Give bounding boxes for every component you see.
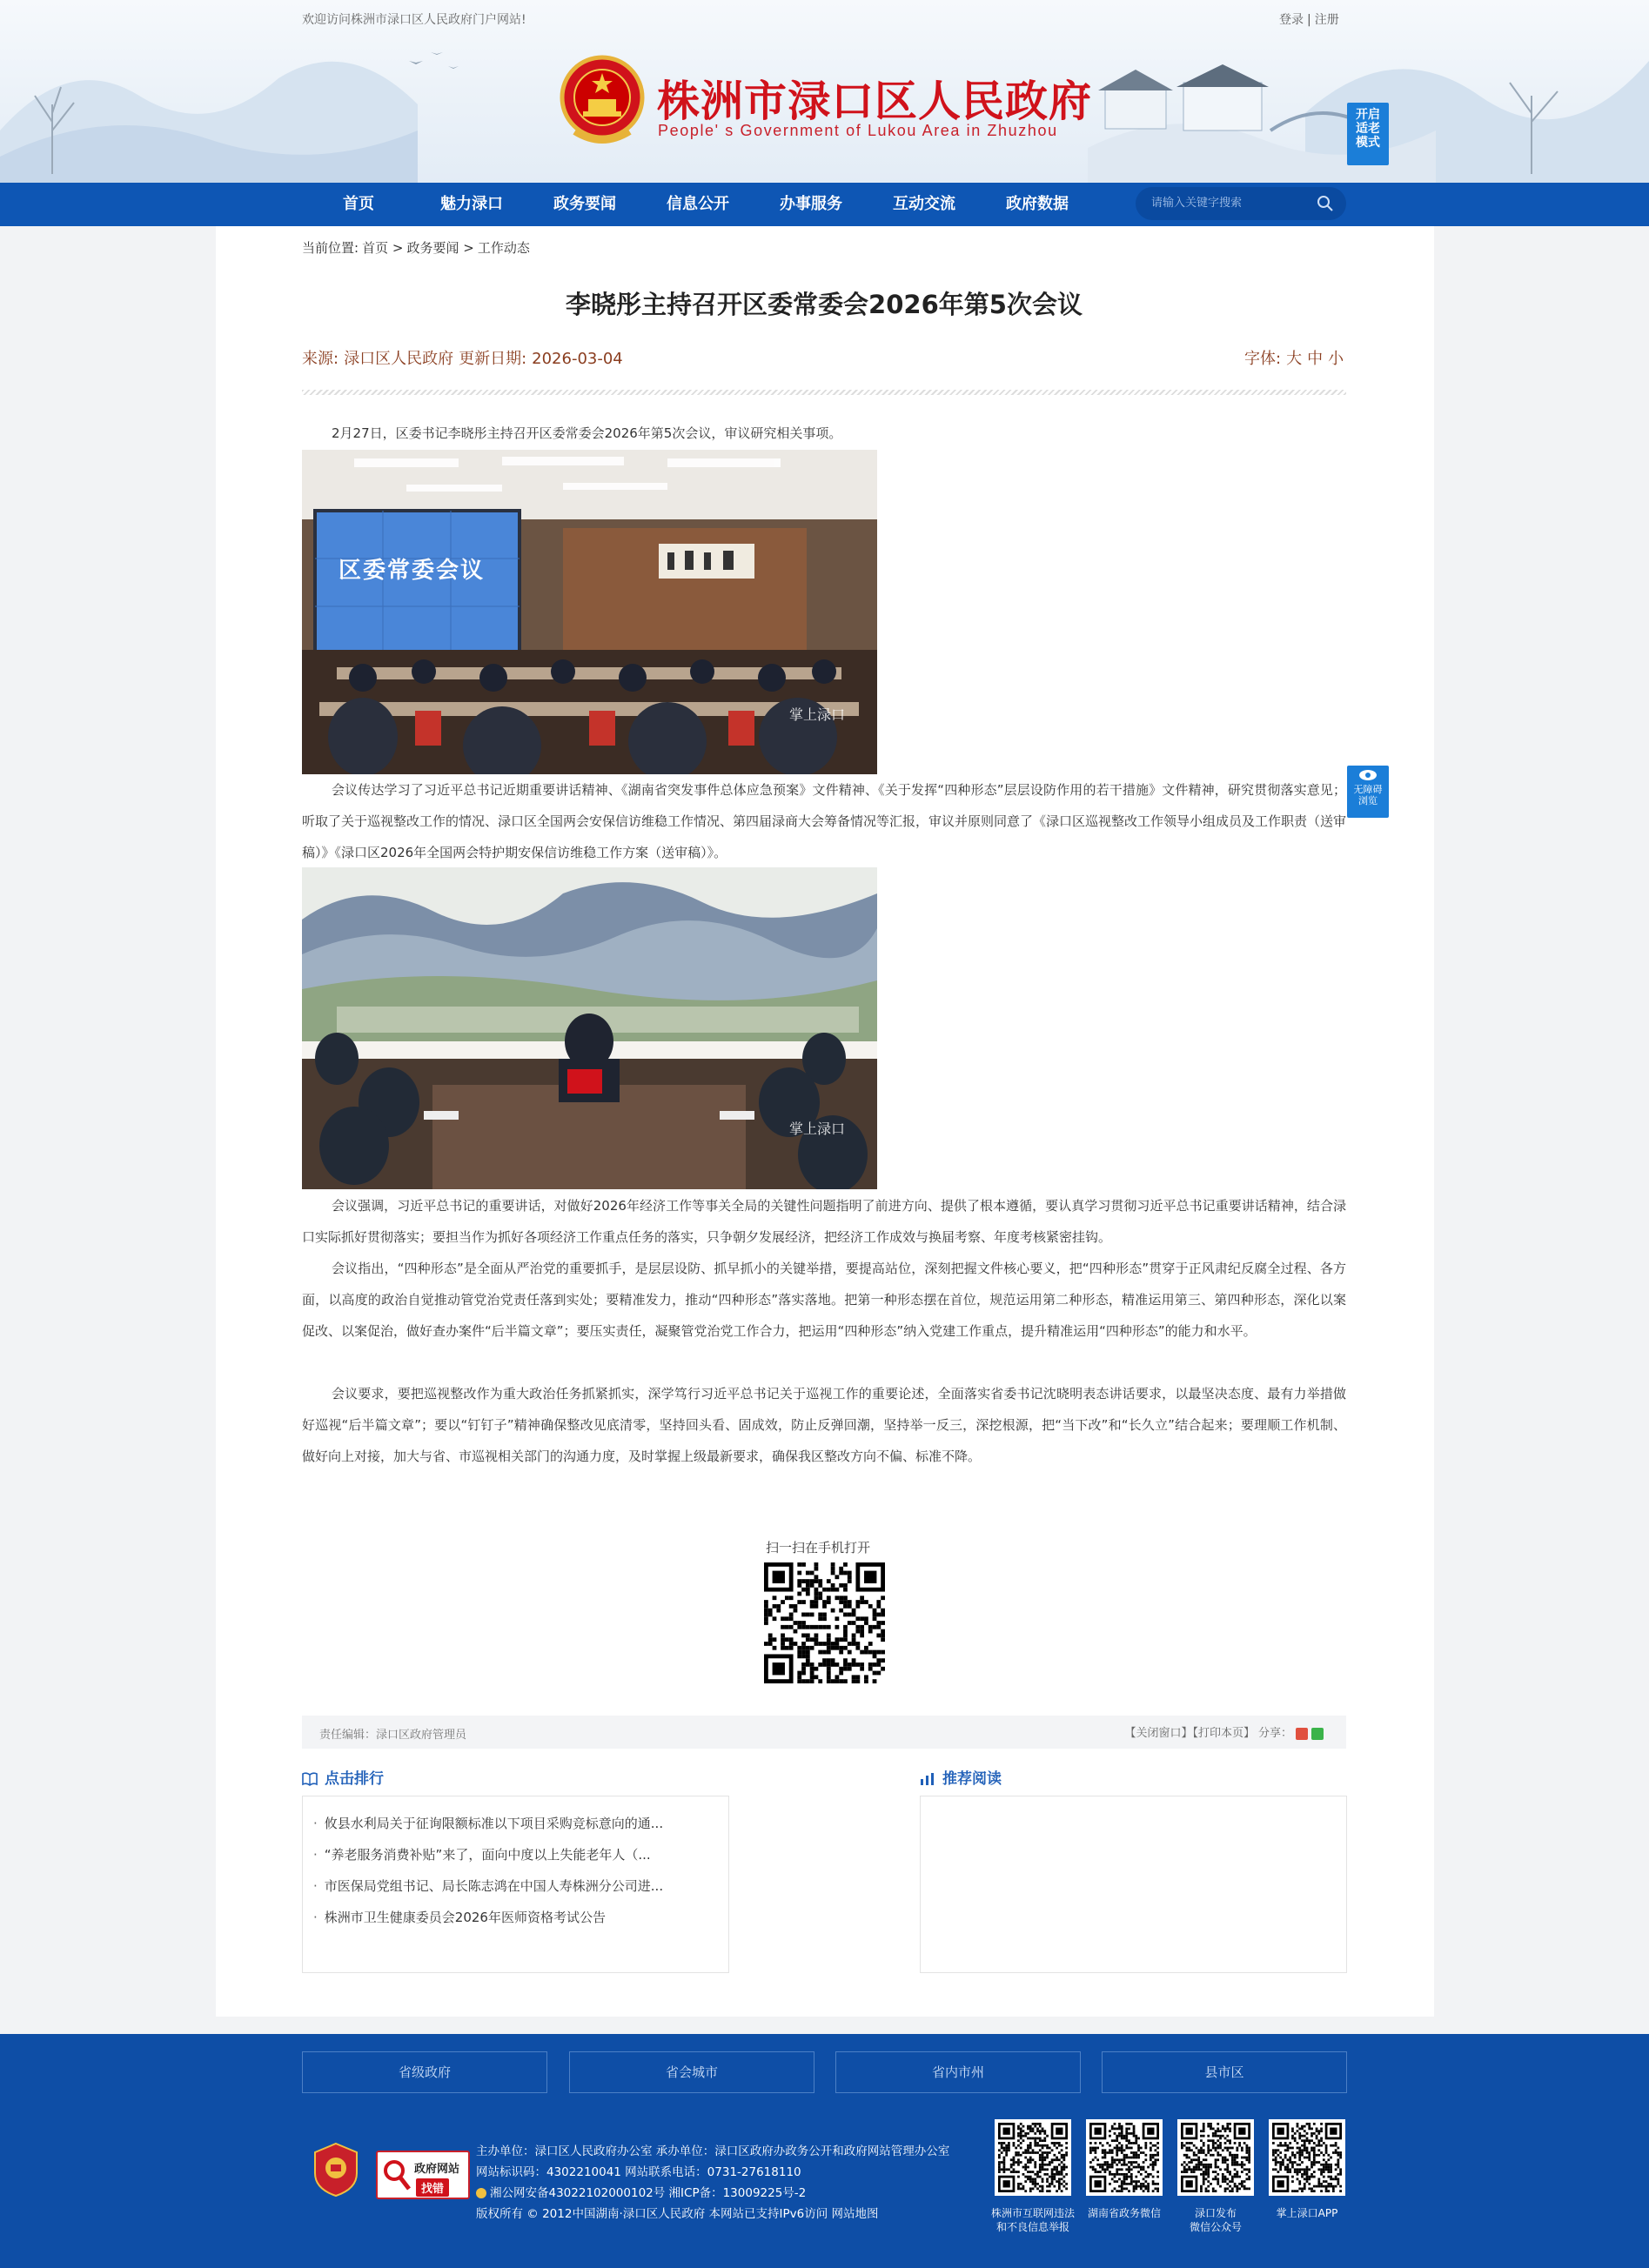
welcome-text: 欢迎访问株洲市渌口区人民政府门户网站! xyxy=(302,13,526,27)
page-qr-code xyxy=(764,1562,885,1683)
main-nav xyxy=(0,183,1649,226)
article-paragraph: 会议指出，“四种形态”是全面从严治党的重要抓手，是层层设防、抓早抓小的关键举措，要提高站位，深刻把握文件核心要义，把“四种形态”贯穿于正风肃纪反腐全过程、各方面，以高度的政治自觉推动管党治党责任落到实处；要精准发力，推动“四种形态”落实落地。把第一种形态摆在首位，规范运用第二种形态，精准运用第三、第四种形态，深化以案促改、以案促治，做好查办案件“后半篇文章”；要压实责任，凝聚管党治党工作合力，把运用“四种形态”纳入党建工作重点，提升精准运用“四种形态”的能力和水平。 xyxy=(302,1261,1346,1339)
article-paragraph: 会议强调，习近平总书记的重要讲话，对做好2026年经济工作等事关全局的关键性问题指明了前进方向、提供了根本遵循，要认真学习贯彻习近平总书记重要讲话精神，结合渌口实际抓好贯彻落实；要担当作为抓好各项经济工作重点任务的落实，只争朝夕发展经济，把经济工作成效与换届考察、年度考核紧密挂钩。 xyxy=(302,1198,1346,1245)
national-emblem-icon xyxy=(557,54,647,150)
eye-icon xyxy=(1358,769,1378,781)
rank-heading: 点击排行 xyxy=(302,1766,384,1788)
footer-qr-hunan-wechat xyxy=(1086,2119,1163,2196)
weibo-share-icon[interactable] xyxy=(1296,1728,1308,1740)
footer-qr-caption: 掌上渌口APP xyxy=(1276,2207,1338,2219)
recommend-heading: 推荐阅读 xyxy=(920,1766,1002,1788)
nav-interaction[interactable]: 互动交流 xyxy=(893,195,955,213)
bar-chart-icon xyxy=(920,1772,935,1786)
photo-watermark: 掌上渌口 xyxy=(789,706,846,723)
footer-qr-report xyxy=(995,2119,1071,2196)
article-paragraph: 会议要求，要把巡视整改作为重大政治任务抓紧抓实，深学笃行习近平总书记关于巡视工作的重要论述，全面落实省委书记沈晓明表态讲话要求，以最坚决态度、最有力举措做好巡视“后半篇文章”；要以“钉钉子”精神确保整改见底清零，坚持回头看、固成效，防止反弹回潮，坚持举一反三，深挖根源，把“当下改”和“长久立”结合起来；要理顺工作机制、做好向上对接，加大与省、市巡视相关部门的沟通力度，及时掌握上级最新要求，确保我区整改方向不偏、标准不降。 xyxy=(302,1386,1346,1464)
breadcrumb: 当前位置: 首页 > 政务要闻 > 工作动态 xyxy=(302,240,530,256)
account-links: 登录 | 注册 xyxy=(1279,13,1339,27)
article-meta: 来源: 渌口区人民政府 更新日期: 2026-03-04 xyxy=(302,350,623,368)
gov-site-error-report-badge[interactable]: 政府网站 找错 xyxy=(376,2151,470,2199)
footer-copyright: 版权所有 © 2012中国湖南·渌口区人民政府 本网站已支持IPv6访问 网站地图 xyxy=(476,2207,879,2221)
qr-label: 扫一扫在手机打开 xyxy=(766,1540,871,1555)
nav-gov-data[interactable]: 政府数据 xyxy=(1006,195,1069,213)
footer-link-capitals[interactable]: 省会城市 xyxy=(569,2051,814,2093)
footer-site-code: 网站标识码：4302210041 网站联系电话：0731-27618110 xyxy=(476,2165,801,2179)
font-size-switcher: 字体: 大 中 小 xyxy=(1244,350,1344,368)
article-title: 李晓彤主持召开区委常委会2026年第5次会议 xyxy=(566,290,1083,319)
footer-icp: 湘公网安备43022102000102号 湘ICP备：13009225号-2 xyxy=(476,2183,806,2200)
wechat-share-icon[interactable] xyxy=(1311,1728,1324,1740)
party-org-badge-icon[interactable] xyxy=(313,2142,359,2198)
breadcrumb-work[interactable]: 工作动态 xyxy=(477,240,530,256)
editor-bar xyxy=(302,1716,1346,1749)
site-subtitle: People' s Government of Lukou Area in Zhuzhou xyxy=(658,122,1058,139)
magnifier-icon xyxy=(383,2159,411,2191)
article-source: 渌口区人民政府 xyxy=(344,350,454,368)
article-tools: 【关闭窗口】【打印本页】 分享： xyxy=(1124,1723,1324,1740)
police-badge-icon xyxy=(476,2188,486,2198)
article-paragraph: 会议传达学习了习近平总书记近期重要讲话精神、《湖南省突发事件总体应急预案》文件精神、《关于发挥“四种形态”层层设防作用的若干措施》文件精神，研究贯彻落实意见；听取了关于巡视整改工作的情况、渌口区全国两会安保信访维稳工作情况、第四届渌商大会筹备情况等汇报，审议并原则同意了《渌口区巡视整改工作领导小组成员及工作职责（送审稿）》《渌口区2026年全国两会特护期安保信访维稳工作方案（送审稿）》。 xyxy=(302,782,1347,860)
footer-link-provincial[interactable]: 省级政府 xyxy=(302,2051,547,2093)
elder-mode-button[interactable]: 开启 适老 模式 xyxy=(1347,103,1389,165)
footer-qr-lukou-wechat xyxy=(1177,2119,1254,2196)
footer-qr-lukou-app xyxy=(1269,2119,1345,2196)
rank-list xyxy=(302,1796,729,1973)
nav-charm-lukou[interactable]: 魅力渌口 xyxy=(440,195,503,213)
footer-qr-caption: 株洲市互联网违法和不良信息举报 xyxy=(990,2207,1075,2233)
rank-item[interactable]: · 市医保局党组书记、局长陈志鸿在中国人寿株洲分公司进... xyxy=(313,1877,663,1895)
responsible-editor: 责任编辑：渌口区政府管理员 xyxy=(319,1729,467,1742)
login-link[interactable]: 登录 xyxy=(1279,13,1304,27)
footer-qr-caption: 渌口发布 微信公众号 xyxy=(1189,2207,1242,2233)
nav-services[interactable]: 办事服务 xyxy=(780,195,842,213)
article-photo-speaker xyxy=(302,867,877,1189)
search-icon[interactable] xyxy=(1317,195,1334,212)
photo-screen-text: 区委常委会议 xyxy=(339,558,486,584)
site-header xyxy=(0,0,1649,183)
nav-home[interactable]: 首页 xyxy=(343,195,374,213)
breadcrumb-home[interactable]: 首页 xyxy=(362,240,389,256)
rank-item[interactable]: · “养老服务消费补贴”来了，面向中度以上失能老年人（... xyxy=(313,1845,651,1863)
print-page-link[interactable]: 【打印本页】 xyxy=(1192,1727,1255,1740)
font-medium-button[interactable]: 中 xyxy=(1307,350,1324,368)
recommend-list xyxy=(920,1796,1347,1973)
site-title: 株洲市渌口区人民政府 xyxy=(657,76,1093,126)
close-window-link[interactable]: 【关闭窗口】 xyxy=(1124,1727,1193,1740)
title-divider xyxy=(302,390,1346,395)
register-link[interactable]: 注册 xyxy=(1314,13,1339,27)
article-photo-meeting-room xyxy=(302,450,877,774)
search-input[interactable] xyxy=(1151,196,1308,209)
search-box xyxy=(1136,187,1346,220)
font-small-button[interactable]: 小 xyxy=(1328,350,1344,368)
rank-item[interactable]: · 攸县水利局关于征询限额标准以下项目采购竞标意向的通... xyxy=(313,1814,663,1832)
font-large-button[interactable]: 大 xyxy=(1286,350,1303,368)
nav-info-disclosure[interactable]: 信息公开 xyxy=(667,195,729,213)
footer-sponsor: 主办单位：渌口区人民政府办公室 承办单位：渌口区政府办政务公开和政府网站管理办公室 xyxy=(476,2144,950,2158)
barrier-free-button[interactable]: 无障碍 浏览 xyxy=(1347,766,1389,818)
photo-watermark: 掌上渌口 xyxy=(789,1121,846,1137)
breadcrumb-news[interactable]: 政务要闻 xyxy=(406,240,459,256)
footer-link-counties[interactable]: 县市区 xyxy=(1102,2051,1347,2093)
article-paragraph: 2月27日，区委书记李晓彤主持召开区委常委会2026年第5次会议，审议研究相关事项。 xyxy=(332,425,842,441)
footer-qr-caption: 湖南省政务微信 xyxy=(1087,2207,1161,2219)
article-date: 2026-03-04 xyxy=(532,350,623,368)
book-icon xyxy=(302,1772,318,1786)
nav-government-news[interactable]: 政务要闻 xyxy=(553,195,616,213)
footer-link-cities[interactable]: 省内市州 xyxy=(835,2051,1081,2093)
rank-item[interactable]: · 株洲市卫生健康委员会2026年医师资格考试公告 xyxy=(313,1908,606,1926)
